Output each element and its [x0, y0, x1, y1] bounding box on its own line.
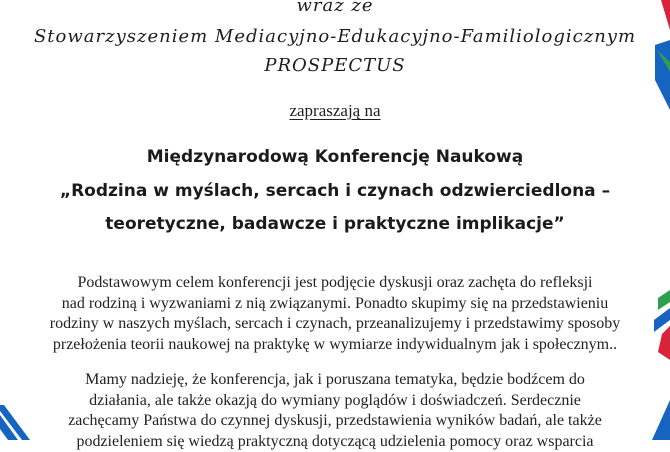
paragraph-line: nad rodziną i wyzwaniami z nią związanymi. Ponadto skupimy się na przedstawieniu: [0, 294, 670, 315]
paragraph-goal: [0, 273, 670, 355]
title-line-1: Międzynarodową Konferencję Naukową: [0, 147, 670, 167]
paragraph-line: Podstawowym celem konferencji jest podjęcie dyskusji oraz zachęta do refleksji: [0, 273, 670, 294]
corner-stripes-bottom-left-icon: [0, 405, 34, 440]
corner-stripes-bottom-right-icon: [640, 290, 670, 440]
paragraph-line: rodziny w naszych myślach, sercach i czynach, przeanalizujemy i przedstawimy sposoby: [0, 314, 670, 335]
association-name: PROSPECTUS: [0, 55, 670, 76]
stripe-red: [661, 0, 670, 30]
invite-text: zapraszają na: [0, 101, 670, 121]
paragraph-line: Mamy nadzieję, że konferencja, jak i poruszana tematyka, będzie bodźcem do: [0, 370, 670, 391]
stripe-blue: [654, 308, 670, 332]
stripe-blue: [652, 370, 670, 440]
paragraph-line: przełożenia teorii naukowej na praktykę w wymiarze indywidualnym jak i społecznym..: [0, 335, 670, 356]
paragraph-line: zachęcamy Państwa do czynnej dyskusji, przedstawienia wyników badań, ale także: [0, 411, 670, 432]
with-line: wraz ze: [0, 0, 670, 16]
title-line-3: teoretyczne, badawcze i praktyczne implikacje”: [0, 214, 670, 234]
stripe-red: [658, 326, 670, 360]
stripe-blue: [655, 40, 670, 110]
stripe-green: [658, 290, 670, 310]
paragraph-line: działania, ale także okazją do wymiany poglądów i doświadczeń. Serdecznie: [0, 391, 670, 412]
title-line-2: „Rodzina w myślach, sercach i czynach odzwierciedlona –: [0, 181, 670, 201]
association-line: Stowarzyszeniem Mediacyjno-Edukacyjno-Familiologicznym: [0, 26, 670, 47]
corner-stripes-top-right-icon: [655, 0, 670, 110]
paragraph-line: podzieleniem się wiedzą praktyczną dotyczącą udzielenia pomocy oraz wsparcia: [0, 432, 670, 452]
